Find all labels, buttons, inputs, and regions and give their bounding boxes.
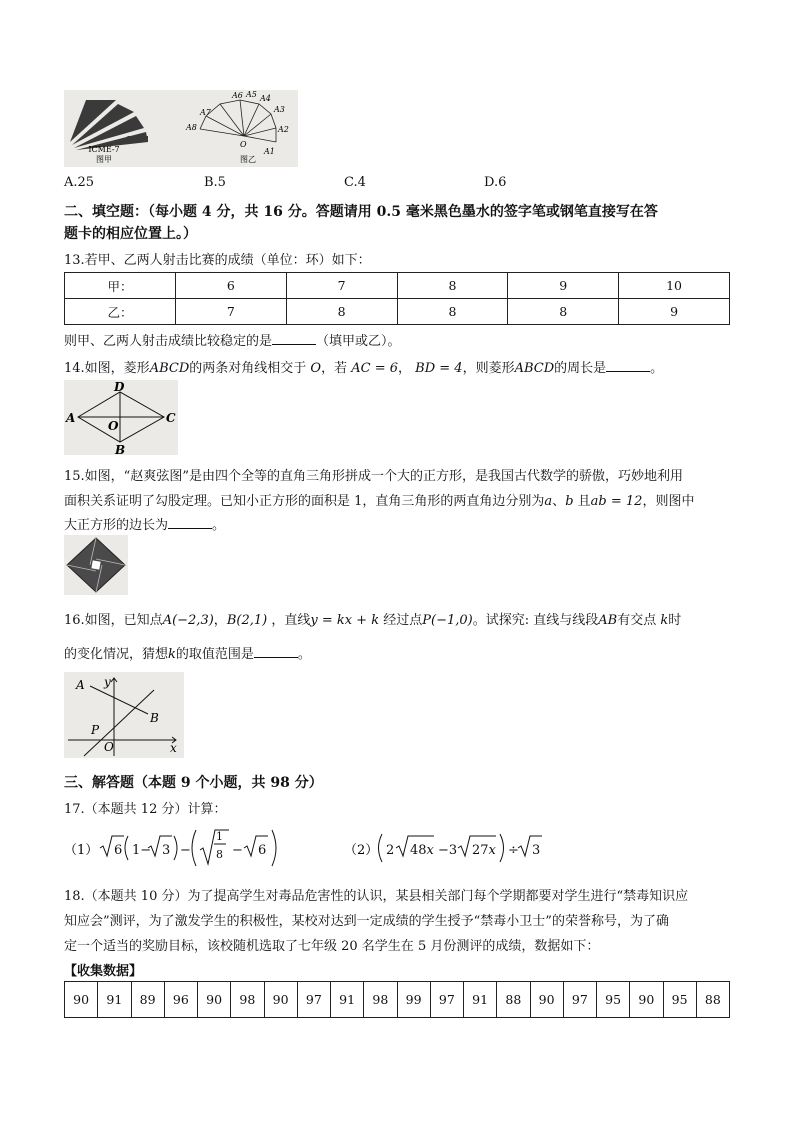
q14-eq1: AC = 6 — [351, 361, 398, 376]
q16-pre: 16.如图，已知点 — [64, 613, 163, 628]
q17-p2-label: （2） — [344, 843, 379, 858]
q16-line2 — [64, 643, 311, 662]
q13-cell: 7 — [175, 299, 286, 325]
q15-line3-post: 。 — [212, 518, 226, 533]
q15-line2-pre: 面积关系证明了勾股定理。已知小正方形的面积是 1，直角三角形的两直角边分别为 — [64, 494, 545, 509]
q13-row-yi — [65, 299, 730, 325]
score-cell: 88 — [497, 982, 530, 1018]
zhaoshuang-svg — [64, 535, 128, 595]
answer-blank[interactable] — [606, 359, 650, 372]
score-cell: 98 — [364, 982, 397, 1018]
svg-text:−: − — [180, 843, 191, 858]
q17-text: 17.（本题共 12 分）计算： — [64, 802, 227, 817]
q17-expr1 — [64, 826, 294, 874]
q13-cell: 8 — [286, 299, 397, 325]
q14-eq2: BD = 4 — [415, 361, 463, 376]
q14-o: O — [310, 361, 322, 376]
fig-left-label-1: ICME-7 — [88, 145, 120, 154]
q18-line2: 知应会”测评，为了激发学生的积极性，某校对达到一定成绩的学生授予“禁毒小卫士”的荣誉称号，为了确 — [64, 914, 669, 929]
option-c: C.4 — [344, 175, 366, 190]
score-cell: 98 — [231, 982, 264, 1018]
label-o: O — [240, 140, 247, 149]
option-d: D.6 — [484, 175, 507, 190]
label-d: D — [114, 380, 125, 394]
q18-line1: 18.（本题共 10 分）为了提高学生对毒品危害性的认识，某县相关部门每个学期都要对学生进行“禁毒知识应 — [64, 889, 689, 904]
q15-a: a — [544, 494, 553, 509]
q13-answer-line — [64, 330, 401, 349]
q16-point-b: B(2,1) — [226, 613, 268, 628]
q13-cell: 甲： — [65, 273, 176, 299]
q14-pre: 14.如图，菱形 — [64, 361, 150, 376]
svg-text:8: 8 — [216, 848, 223, 861]
q13-row-jia — [65, 273, 730, 299]
label-a: A — [66, 411, 76, 425]
q13-cell: 8 — [397, 273, 508, 299]
label-c: C — [166, 411, 176, 425]
answer-blank[interactable] — [272, 332, 316, 345]
score-cell: 90 — [264, 982, 297, 1018]
q16-post: 。试探究: 直线与线段 — [472, 613, 599, 628]
q14-text — [64, 357, 663, 376]
score-cell: 88 — [696, 982, 729, 1018]
q16-ab: AB — [598, 613, 618, 628]
score-cell: 96 — [164, 982, 197, 1018]
label-a3: A3 — [274, 105, 285, 114]
label-a4: A4 — [260, 94, 271, 103]
q16-line1 — [64, 609, 681, 628]
q13-cell: 10 — [619, 273, 730, 299]
score-cell: 97 — [297, 982, 330, 1018]
svg-text:2: 2 — [386, 843, 395, 858]
score-cell: 90 — [630, 982, 663, 1018]
section3-heading: 三、解答题（本题 9 个小题，共 98 分） — [64, 775, 323, 791]
label-x: x — [170, 741, 177, 755]
score-cell: 91 — [464, 982, 497, 1018]
q17-expr2 — [344, 826, 544, 874]
label-o: O — [104, 740, 114, 754]
svg-text:−3: −3 — [438, 843, 458, 858]
rhombus-svg — [64, 380, 178, 455]
q15-line3-pre: 大正方形的边长为 — [64, 518, 169, 533]
svg-text:6: 6 — [258, 843, 267, 858]
label-a8: A8 — [186, 123, 197, 132]
score-cell: 90 — [65, 982, 98, 1018]
label-a1: A1 — [264, 147, 275, 156]
label-a2: A2 — [278, 125, 289, 134]
q16-line-eq: y = kx + k — [310, 613, 380, 628]
q14-mid3: ，则菱形 — [462, 361, 515, 376]
label-a5: A5 — [246, 90, 257, 99]
q13-cell: 乙： — [65, 299, 176, 325]
q14-abcd-2: ABCD — [514, 361, 555, 376]
svg-text:÷: ÷ — [508, 843, 519, 858]
label-o: O — [108, 419, 119, 433]
q15-and: 且 — [577, 494, 591, 509]
q16-k1: k — [660, 613, 669, 628]
section2-heading-line1: 二、填空题：（每小题 4 分，共 16 分。答题请用 0.5 毫米黑色墨水的签字笔或钢笔直接写在答 — [64, 204, 658, 220]
score-cell: 90 — [198, 982, 231, 1018]
q14-figure — [64, 380, 178, 455]
score-cell: 97 — [563, 982, 596, 1018]
q15-line3 — [64, 514, 225, 533]
q15-b: b — [565, 494, 574, 509]
spiral-triangles — [200, 100, 276, 142]
q13-cell: 7 — [286, 273, 397, 299]
q15-sep: 、 — [552, 494, 566, 509]
fig-right-label: 图乙 — [240, 155, 256, 164]
q16-k2: k — [168, 647, 176, 662]
score-cell: 89 — [131, 982, 164, 1018]
answer-blank[interactable] — [254, 645, 298, 658]
q12-figure-svg — [64, 90, 298, 167]
q16-comma: ， — [213, 613, 227, 628]
option-b: B.5 — [204, 175, 226, 190]
q16-line2-pre: 的变化情况，猜想 — [64, 647, 169, 662]
q15-line2-post: ，则图中 — [642, 494, 695, 509]
q13-after-post: （填甲或乙）。 — [316, 334, 401, 349]
q17-p1-label: （1） — [64, 843, 99, 858]
label-b: B — [150, 711, 159, 725]
fig-left-label-2: 图甲 — [96, 155, 112, 164]
q13-cell: 8 — [397, 299, 508, 325]
svg-text:3: 3 — [162, 843, 171, 858]
q16-line2-mid: 的取值范围是 — [175, 647, 254, 662]
icme-fan-shape — [70, 100, 148, 150]
label-b: B — [115, 443, 126, 455]
q13-cell: 6 — [175, 273, 286, 299]
q16-line2-post: 。 — [297, 647, 311, 662]
q15-eq: ab = 12 — [590, 494, 643, 509]
q16-point-p: P(−1,0) — [422, 613, 473, 628]
coordinate-svg — [64, 672, 184, 758]
q15-figure — [64, 535, 128, 595]
svg-text:−: − — [232, 843, 243, 858]
score-cell: 99 — [397, 982, 430, 1018]
score-cell: 91 — [98, 982, 131, 1018]
label-a: A — [76, 678, 85, 692]
q14-comma: ， — [398, 361, 412, 376]
score-cell: 95 — [597, 982, 630, 1018]
q15-line1: 15.如图，“赵爽弦图”是由四个全等的直角三角形拼成一个大的正方形，是我国古代数学的骄傲，巧妙地利用 — [64, 469, 683, 484]
q16-point-a: A(−2,3) — [162, 613, 214, 628]
section2-heading-line2: 题卡的相应位置上。） — [64, 226, 197, 242]
score-cell: 97 — [430, 982, 463, 1018]
q13-text: 13.若甲、乙两人射击比赛的成绩（单位：环）如下： — [64, 253, 371, 268]
label-p: P — [91, 723, 100, 737]
q18-line3: 定一个适当的奖励目标，该校随机选取了七年级 20 名学生在 5 月份测评的成绩，数据如下： — [64, 939, 600, 954]
q15-line2 — [64, 490, 694, 509]
q14-abcd: ABCD — [149, 361, 190, 376]
label-a7: A7 — [200, 108, 211, 117]
q16-mid: ，直线 — [271, 613, 311, 628]
q14-end: 。 — [650, 361, 664, 376]
score-cell: 95 — [663, 982, 696, 1018]
q14-mid: 的两条对角线相交于 — [189, 361, 307, 376]
q13-cell: 9 — [508, 273, 619, 299]
collect-data-heading: 【收集数据】 — [64, 964, 143, 979]
spiral-labels — [185, 90, 289, 156]
q17-part2 — [344, 826, 544, 878]
score-cell: 91 — [331, 982, 364, 1018]
svg-text:1−: 1− — [132, 843, 152, 858]
svg-text:48x: 48x — [410, 843, 434, 858]
option-a: A.25 — [64, 175, 95, 190]
svg-text:3: 3 — [532, 843, 541, 858]
svg-text:6: 6 — [114, 843, 123, 858]
q16-when: 时 — [668, 613, 682, 628]
svg-text:27x: 27x — [472, 843, 496, 858]
q12-figure — [64, 90, 298, 167]
q14-mid2: ，若 — [321, 361, 348, 376]
q16-figure — [64, 672, 184, 758]
q13-cell: 8 — [508, 299, 619, 325]
svg-text:1: 1 — [216, 830, 223, 843]
label-y: y — [104, 675, 111, 689]
q16-mid2: 经过点 — [383, 613, 423, 628]
q13-cell: 9 — [619, 299, 730, 325]
q13-after-pre: 则甲、乙两人射击成绩比较稳定的是 — [64, 334, 273, 349]
q18-scores-table — [64, 981, 730, 1018]
answer-blank[interactable] — [168, 516, 212, 529]
q13-table — [64, 272, 730, 325]
q14-post: 的周长是 — [554, 361, 607, 376]
scores-row — [65, 982, 730, 1018]
q16-has: 有交点 — [617, 613, 657, 628]
score-cell: 90 — [530, 982, 563, 1018]
q17-part1 — [64, 826, 294, 878]
label-a6: A6 — [232, 91, 243, 100]
